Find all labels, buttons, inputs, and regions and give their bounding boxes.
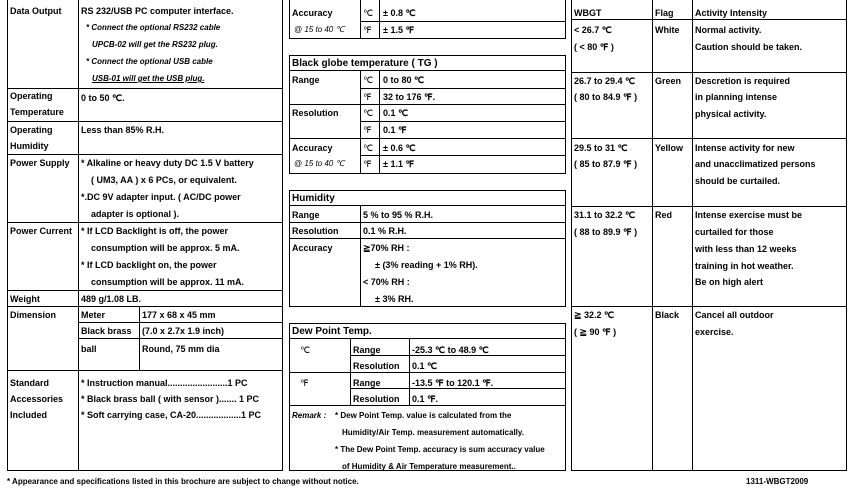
humidity-row-divider [289, 222, 566, 223]
tg-res-f-value: 0.1 ℉ [383, 125, 407, 135]
power-supply-line: adapter is optional ). [91, 209, 180, 219]
left-table-row-divider [7, 222, 283, 223]
dew-border-right [565, 323, 566, 470]
dimension-meter-value: 177 x 68 x 45 mm [142, 310, 216, 320]
dimension-ball-value: Round, 75 mm dia [142, 344, 220, 354]
dew-row-divider [289, 372, 566, 373]
humidity-bottom [289, 306, 566, 307]
power-current-line: * If LCD backlight on, the power [81, 260, 217, 270]
tg-title: Black globe temperature ( TG ) [292, 58, 438, 69]
celsius-unit: ℃ [363, 75, 374, 85]
tg-acc-c-value: ± 0.6 ℃ [383, 143, 416, 153]
tg-row-divider [360, 88, 565, 89]
data-output-line: RS 232/USB PC computer interface. [81, 6, 234, 16]
left-table-border-right [282, 0, 283, 470]
tg-range-c-value: 0 to 80 ℃ [383, 75, 425, 85]
wbgt-value: 29.5 to 31 ℃ [574, 143, 628, 153]
activity-line: Normal activity. [695, 25, 762, 35]
left-table-row-divider [7, 306, 283, 307]
data-output-line: * Connect the optional RS232 cable [86, 23, 221, 32]
humidity-title: Humidity [292, 193, 335, 204]
wbgt-value: 31.1 to 32.2 ℃ [574, 210, 636, 220]
tg-row-divider [289, 104, 566, 105]
dew-border-left [289, 323, 290, 470]
dimension-brass-value: (7.0 x 2.7x 1.9 inch) [142, 326, 225, 336]
accessory-item: * Black brass ball ( with sensor )....... 1 PC [81, 394, 260, 404]
mid-border-right [565, 0, 566, 38]
activity-line: Cancel all outdoor [695, 310, 774, 320]
data-output-line: * Connect the optional USB cable [86, 57, 213, 66]
wbgt-bottom [571, 470, 847, 471]
left-table-row-divider [7, 121, 283, 122]
tg-row-divider [360, 121, 565, 122]
tg-bottom [289, 173, 566, 174]
flag-value: Green [655, 76, 682, 86]
dimension-divider [78, 322, 282, 323]
left-table-border-left [7, 0, 8, 470]
humidity-title-divider [289, 205, 566, 206]
fahrenheit-unit: ℉ [363, 92, 372, 102]
power-current-line: * If LCD Backlight is off, the power [81, 226, 229, 236]
power-supply-label: Power Supply [10, 158, 70, 168]
activity-line: with less than 12 weeks [695, 244, 797, 254]
wbgt-value: ( ≧ 90 ℉ ) [574, 327, 617, 337]
tg-range-f-value: 32 to 176 ℉. [383, 92, 436, 102]
wbgt-row-divider [571, 206, 847, 207]
dew-remark-label: Remark : [292, 411, 327, 420]
activity-line: Caution should be taken. [695, 42, 803, 52]
wbgt-row-divider [571, 138, 847, 139]
tg-row-divider [289, 138, 566, 139]
accessories-label: Included [10, 410, 48, 420]
dew-top [289, 323, 566, 324]
dew-f-range-label: Range [353, 378, 381, 388]
top-accuracy-label: Accuracy [292, 8, 333, 18]
celsius-unit: ℃ [300, 345, 311, 355]
footer-note: * Appearance and specifications listed in this brochure are subject to change without notice. [7, 477, 359, 486]
activity-line: Intense exercise must be [695, 210, 803, 220]
humidity-row-divider [289, 238, 566, 239]
tg-top [289, 55, 566, 56]
dew-title-divider [289, 338, 566, 339]
footer-code: 1311-WBGT2009 [746, 477, 809, 486]
weight-label: Weight [10, 294, 40, 304]
wbgt-border-left [571, 0, 572, 470]
dew-row-divider [289, 405, 566, 406]
mid-bottom [289, 38, 566, 39]
humidity-border-right [565, 190, 566, 306]
humidity-range-label: Range [292, 210, 320, 220]
activity-line: Intense activity for new [695, 143, 795, 153]
flag-value: White [655, 25, 680, 35]
humidity-acc-label: Accuracy [292, 243, 333, 253]
mid-border-left [289, 0, 290, 38]
tg-res-label: Resolution [292, 108, 339, 118]
operating-temp-value: 0 to 50 ℃. [81, 93, 125, 103]
tg-title-divider [289, 70, 566, 71]
humidity-res-label: Resolution [292, 226, 339, 236]
activity-line: Descretion is required [695, 76, 791, 86]
top-accuracy-cond: @ 15 to 40 ℃ [294, 25, 345, 34]
activity-line: and unacclimatized persons [695, 159, 816, 169]
left-table-row-divider [7, 290, 283, 291]
wbgt-col-divider [652, 0, 653, 470]
dew-f-range-value: -13.5 ℉ to 120.1 ℉. [412, 378, 494, 388]
data-output-line: UPCB-02 will get the RS232 plug. [92, 40, 218, 49]
celsius-unit: ℃ [363, 8, 374, 18]
flag-value: Yellow [655, 143, 684, 153]
wbgt-col-divider [692, 0, 693, 470]
dimension-label: Dimension [10, 310, 57, 320]
power-current-line: consumption will be approx. 11 mA. [91, 277, 245, 287]
accessories-label: Standard [10, 378, 50, 388]
tg-border-left [289, 55, 290, 173]
data-output-line: USB-01 will get the USB plug. [92, 74, 205, 83]
activity-line: physical activity. [695, 109, 767, 119]
left-table-label-divider [78, 0, 79, 470]
wbgt-row-divider [571, 72, 847, 73]
tg-acc-f-value: ± 1.1 ℉ [383, 159, 415, 169]
fahrenheit-unit: ℉ [363, 159, 372, 169]
wbgt-border-right [846, 0, 847, 470]
humidity-border-left [289, 190, 290, 306]
activity-line: curtailed for those [695, 227, 774, 237]
dew-c-res-label: Resolution [353, 361, 400, 371]
mid-col-divider [379, 0, 380, 38]
dimension-col-divider [139, 306, 140, 370]
operating-humidity-label: Operating [10, 125, 53, 135]
wbgt-header-divider [571, 19, 847, 20]
dew-remark-line: Humidity/Air Temp. measurement automatically. [342, 428, 524, 437]
humidity-acc-line: < 70% RH : [363, 277, 410, 287]
wbgt-value: ≧ 32.2 ℃ [574, 310, 615, 320]
operating-temp-label: Operating [10, 91, 53, 101]
tg-accuracy-label: Accuracy [292, 143, 333, 153]
operating-temp-label: Temperature [10, 107, 64, 117]
dew-f-res-value: 0.1 ℉. [412, 394, 439, 404]
power-current-label: Power Current [10, 226, 73, 236]
dew-title: Dew Point Temp. [292, 326, 372, 337]
dimension-meter-label: Meter [81, 310, 106, 320]
left-table-row-divider [7, 370, 283, 371]
operating-humidity-value: Less than 85% R.H. [81, 125, 165, 135]
wbgt-value: 26.7 to 29.4 ℃ [574, 76, 636, 86]
celsius-unit: ℃ [363, 108, 374, 118]
top-accuracy-c-value: ± 0.8 ℃ [383, 8, 416, 18]
activity-line: exercise. [695, 327, 734, 337]
wbgt-row-divider [571, 306, 847, 307]
wbgt-value: ( 88 to 89.9 ℉ ) [574, 227, 638, 237]
dimension-brass-label: Black brass [81, 326, 132, 336]
power-supply-line: * Alkaline or heavy duty DC 1.5 V battery [81, 158, 254, 168]
humidity-res-value: 0.1 % R.H. [363, 226, 407, 236]
dimension-ball-label: ball [81, 344, 97, 354]
wbgt-value: < 26.7 ℃ [574, 25, 612, 35]
humidity-acc-line: ± 3% RH. [375, 294, 414, 304]
fahrenheit-unit: ℉ [300, 378, 309, 388]
left-table-row-divider [7, 154, 283, 155]
tg-border-right [565, 55, 566, 173]
fahrenheit-unit: ℉ [363, 25, 372, 35]
dimension-divider [78, 338, 282, 339]
humidity-acc-line: ± (3% reading + 1% RH). [375, 260, 478, 270]
tg-res-c-value: 0.1 ℃ [383, 108, 409, 118]
tg-row-divider [360, 155, 565, 156]
activity-header: Activity Intensity [695, 8, 768, 18]
dew-f-res-label: Resolution [353, 394, 400, 404]
activity-line: Be on high alert [695, 277, 764, 287]
dew-remark-line: * The Dew Point Temp. accuracy is sum accuracy value [335, 445, 545, 454]
weight-value: 489 g/1.08 LB. [81, 294, 142, 304]
wbgt-value: ( < 80 ℉ ) [574, 42, 614, 52]
dew-remark-line: of Humidity & Air Temperature measurement.. [342, 462, 516, 471]
flag-header: Flag [655, 8, 674, 18]
operating-humidity-label: Humidity [10, 141, 49, 151]
mid-col-divider [360, 0, 361, 38]
power-supply-line: *.DC 9V adapter input. ( AC/DC power [81, 192, 241, 202]
mid-row-divider [360, 21, 565, 22]
tg-range-label: Range [292, 75, 320, 85]
activity-line: should be curtailed. [695, 176, 781, 186]
accessory-item: * Soft carrying case, CA-20..................1 PC [81, 410, 262, 420]
top-accuracy-f-value: ± 1.5 ℉ [383, 25, 415, 35]
left-table-bottom [7, 470, 283, 471]
celsius-unit: ℃ [363, 143, 374, 153]
fahrenheit-unit: ℉ [363, 125, 372, 135]
humidity-col-divider [360, 205, 361, 306]
dew-remark-line: * Dew Point Temp. value is calculated from the [335, 411, 512, 420]
wbgt-value: ( 80 to 84.9 ℉ ) [574, 92, 638, 102]
power-supply-line: ( UM3, AA ) x 6 PCs, or equivalent. [91, 175, 237, 185]
activity-line: in planning intense [695, 92, 778, 102]
tg-accuracy-cond: @ 15 to 40 ℃ [294, 159, 345, 168]
dew-c-range-value: -25.3 ℃ to 48.9 ℃ [412, 345, 489, 355]
flag-value: Black [655, 310, 680, 320]
wbgt-header: WBGT [574, 8, 602, 18]
flag-value: Red [655, 210, 673, 220]
power-current-line: consumption will be approx. 5 mA. [91, 243, 240, 253]
dew-c-res-value: 0.1 ℃ [412, 361, 438, 371]
humidity-top [289, 190, 566, 191]
data-output-label: Data Output [10, 6, 62, 16]
accessory-item: * Instruction manual........................1 PC [81, 378, 248, 388]
accessories-label: Accessories [10, 394, 64, 404]
dew-c-range-label: Range [353, 345, 381, 355]
humidity-range-value: 5 % to 95 % R.H. [363, 210, 434, 220]
activity-line: training in hot weather. [695, 261, 794, 271]
wbgt-value: ( 85 to 87.9 ℉ ) [574, 159, 638, 169]
humidity-acc-line: ≧70% RH : [363, 243, 410, 253]
left-table-row-divider [7, 88, 283, 89]
